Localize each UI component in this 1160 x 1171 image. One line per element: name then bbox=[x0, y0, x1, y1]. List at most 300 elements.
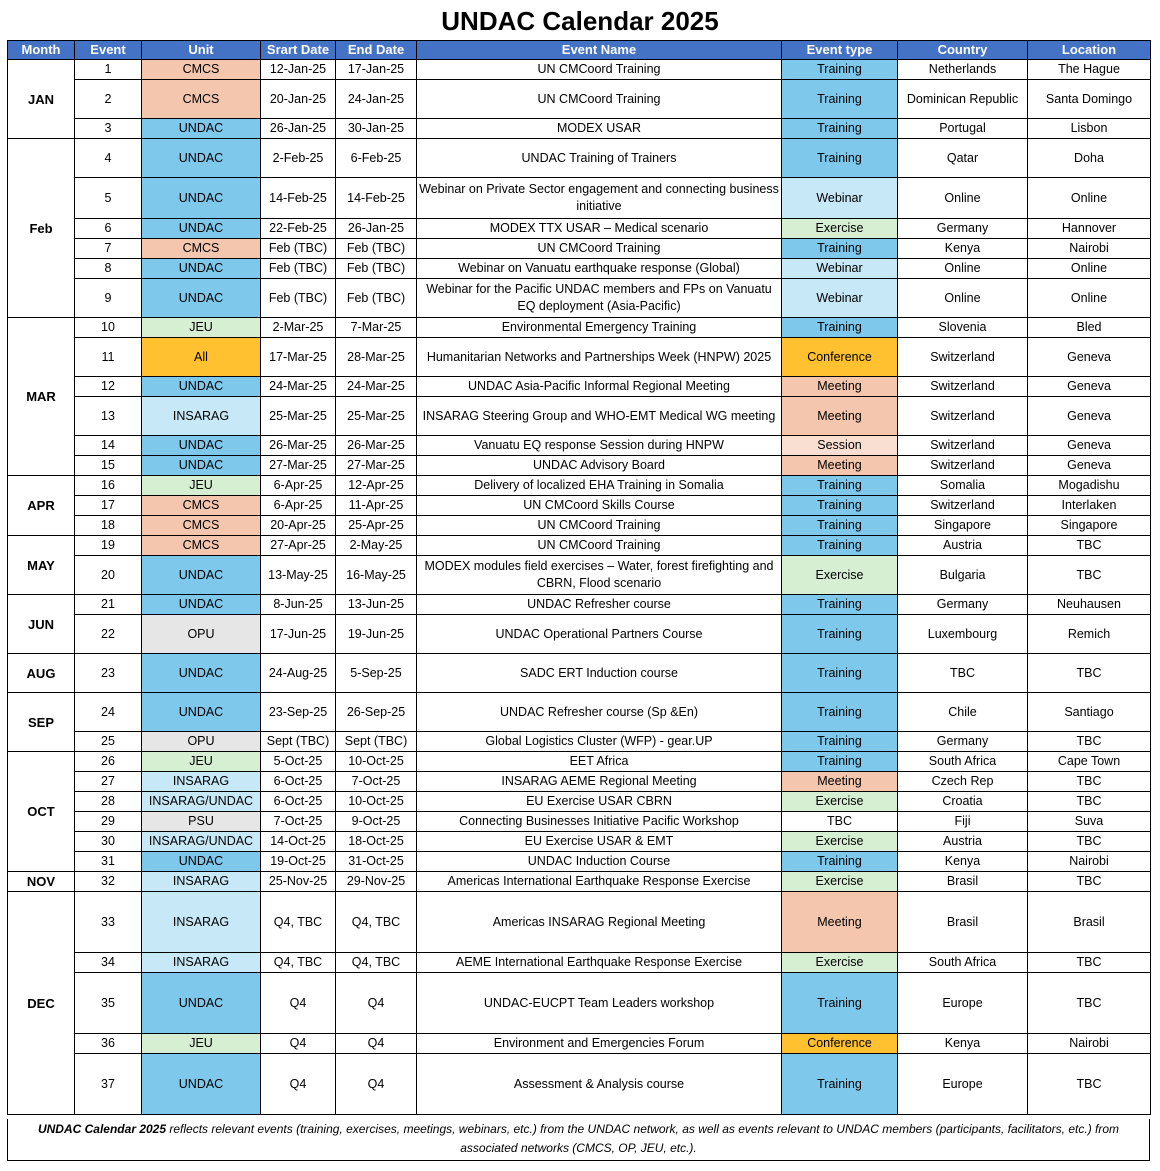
event-type-cell: Conference bbox=[782, 1034, 898, 1054]
country-cell: Portugal bbox=[898, 119, 1028, 139]
end-date-cell: 26-Mar-25 bbox=[336, 436, 417, 456]
event-name-cell: Delivery of localized EHA Training in Somalia bbox=[417, 476, 782, 496]
country-cell: Austria bbox=[898, 832, 1028, 852]
event-type-cell: Conference bbox=[782, 338, 898, 377]
event-number-cell: 2 bbox=[75, 80, 142, 119]
event-number-cell: 15 bbox=[75, 456, 142, 476]
location-cell: TBC bbox=[1028, 654, 1151, 693]
end-date-cell: 9-Oct-25 bbox=[336, 812, 417, 832]
event-name-cell: UN CMCoord Training bbox=[417, 60, 782, 80]
start-date-cell: 14-Feb-25 bbox=[261, 178, 336, 219]
location-cell: Brasil bbox=[1028, 892, 1151, 953]
unit-cell: UNDAC bbox=[142, 219, 261, 239]
end-date-cell: 25-Apr-25 bbox=[336, 516, 417, 536]
start-date-cell: Sept (TBC) bbox=[261, 732, 336, 752]
event-type-cell: Exercise bbox=[782, 872, 898, 892]
table-row bbox=[8, 80, 1151, 119]
table-row bbox=[8, 752, 1151, 772]
unit-cell: CMCS bbox=[142, 239, 261, 259]
country-cell: Czech Rep bbox=[898, 772, 1028, 792]
event-number-cell: 11 bbox=[75, 338, 142, 377]
end-date-cell: 19-Jun-25 bbox=[336, 615, 417, 654]
table-row bbox=[8, 852, 1151, 872]
country-cell: Luxembourg bbox=[898, 615, 1028, 654]
table-row bbox=[8, 1054, 1151, 1115]
start-date-cell: 20-Apr-25 bbox=[261, 516, 336, 536]
event-type-cell: Training bbox=[782, 973, 898, 1034]
event-name-cell: Environmental Emergency Training bbox=[417, 318, 782, 338]
event-number-cell: 33 bbox=[75, 892, 142, 953]
event-number-cell: 30 bbox=[75, 832, 142, 852]
country-cell: Somalia bbox=[898, 476, 1028, 496]
start-date-cell: Feb (TBC) bbox=[261, 239, 336, 259]
event-type-cell: Webinar bbox=[782, 279, 898, 318]
event-name-cell: UNDAC Operational Partners Course bbox=[417, 615, 782, 654]
start-date-cell: Q4, TBC bbox=[261, 892, 336, 953]
event-type-cell: Meeting bbox=[782, 397, 898, 436]
table-row bbox=[8, 377, 1151, 397]
month-cell: OCT bbox=[8, 752, 75, 872]
location-cell: Geneva bbox=[1028, 436, 1151, 456]
start-date-cell: 17-Jun-25 bbox=[261, 615, 336, 654]
event-name-cell: Environment and Emergencies Forum bbox=[417, 1034, 782, 1054]
unit-cell: CMCS bbox=[142, 60, 261, 80]
event-name-cell: SADC ERT Induction course bbox=[417, 654, 782, 693]
end-date-cell: 2-May-25 bbox=[336, 536, 417, 556]
unit-cell: JEU bbox=[142, 752, 261, 772]
end-date-cell: 7-Oct-25 bbox=[336, 772, 417, 792]
event-type-cell: Training bbox=[782, 496, 898, 516]
event-number-cell: 13 bbox=[75, 397, 142, 436]
event-number-cell: 9 bbox=[75, 279, 142, 318]
start-date-cell: Feb (TBC) bbox=[261, 259, 336, 279]
event-number-cell: 18 bbox=[75, 516, 142, 536]
event-name-cell: MODEX modules field exercises – Water, forest firefighting and CBRN, Flood scenario bbox=[417, 556, 782, 595]
month-cell: SEP bbox=[8, 693, 75, 752]
end-date-cell: 24-Mar-25 bbox=[336, 377, 417, 397]
table-row bbox=[8, 615, 1151, 654]
event-number-cell: 25 bbox=[75, 732, 142, 752]
country-cell: Singapore bbox=[898, 516, 1028, 536]
end-date-cell: Q4 bbox=[336, 1034, 417, 1054]
country-cell: Fiji bbox=[898, 812, 1028, 832]
country-cell: Europe bbox=[898, 973, 1028, 1034]
event-name-cell: MODEX TTX USAR – Medical scenario bbox=[417, 219, 782, 239]
location-cell: Doha bbox=[1028, 139, 1151, 178]
location-cell: Singapore bbox=[1028, 516, 1151, 536]
location-cell: Santa Domingo bbox=[1028, 80, 1151, 119]
col-header-start-date: Srart Date bbox=[261, 41, 336, 60]
month-cell: Feb bbox=[8, 139, 75, 318]
end-date-cell: 10-Oct-25 bbox=[336, 792, 417, 812]
country-cell: Online bbox=[898, 279, 1028, 318]
event-type-cell: Training bbox=[782, 239, 898, 259]
start-date-cell: 8-Jun-25 bbox=[261, 595, 336, 615]
country-cell: Online bbox=[898, 259, 1028, 279]
country-cell: Slovenia bbox=[898, 318, 1028, 338]
event-number-cell: 26 bbox=[75, 752, 142, 772]
table-row bbox=[8, 595, 1151, 615]
event-name-cell: UNDAC Refresher course bbox=[417, 595, 782, 615]
location-cell: TBC bbox=[1028, 772, 1151, 792]
end-date-cell: 28-Mar-25 bbox=[336, 338, 417, 377]
location-cell: Nairobi bbox=[1028, 239, 1151, 259]
table-row bbox=[8, 536, 1151, 556]
event-number-cell: 3 bbox=[75, 119, 142, 139]
location-cell: Santiago bbox=[1028, 693, 1151, 732]
unit-cell: INSARAG bbox=[142, 892, 261, 953]
event-number-cell: 27 bbox=[75, 772, 142, 792]
start-date-cell: 27-Apr-25 bbox=[261, 536, 336, 556]
end-date-cell: Q4 bbox=[336, 973, 417, 1034]
unit-cell: CMCS bbox=[142, 80, 261, 119]
unit-cell: CMCS bbox=[142, 516, 261, 536]
event-type-cell: Training bbox=[782, 119, 898, 139]
table-row bbox=[8, 496, 1151, 516]
country-cell: Switzerland bbox=[898, 456, 1028, 476]
table-row bbox=[8, 259, 1151, 279]
event-name-cell: EU Exercise USAR & EMT bbox=[417, 832, 782, 852]
table-row bbox=[8, 338, 1151, 377]
country-cell: Kenya bbox=[898, 852, 1028, 872]
event-number-cell: 7 bbox=[75, 239, 142, 259]
event-number-cell: 24 bbox=[75, 693, 142, 732]
unit-cell: UNDAC bbox=[142, 436, 261, 456]
start-date-cell: 2-Mar-25 bbox=[261, 318, 336, 338]
table-row bbox=[8, 178, 1151, 219]
end-date-cell: 7-Mar-25 bbox=[336, 318, 417, 338]
event-name-cell: UNDAC Training of Trainers bbox=[417, 139, 782, 178]
end-date-cell: 6-Feb-25 bbox=[336, 139, 417, 178]
start-date-cell: Q4 bbox=[261, 1034, 336, 1054]
location-cell: TBC bbox=[1028, 1054, 1151, 1115]
table-row bbox=[8, 239, 1151, 259]
end-date-cell: 18-Oct-25 bbox=[336, 832, 417, 852]
location-cell: Remich bbox=[1028, 615, 1151, 654]
end-date-cell: Q4 bbox=[336, 1054, 417, 1115]
location-cell: TBC bbox=[1028, 973, 1151, 1034]
end-date-cell: 14-Feb-25 bbox=[336, 178, 417, 219]
unit-cell: UNDAC bbox=[142, 279, 261, 318]
table-row bbox=[8, 436, 1151, 456]
event-name-cell: UN CMCoord Skills Course bbox=[417, 496, 782, 516]
country-cell: Germany bbox=[898, 219, 1028, 239]
event-type-cell: Meeting bbox=[782, 772, 898, 792]
unit-cell: INSARAG/UNDAC bbox=[142, 792, 261, 812]
table-row bbox=[8, 892, 1151, 953]
event-name-cell: Assessment & Analysis course bbox=[417, 1054, 782, 1115]
event-number-cell: 4 bbox=[75, 139, 142, 178]
unit-cell: All bbox=[142, 338, 261, 377]
end-date-cell: 12-Apr-25 bbox=[336, 476, 417, 496]
country-cell: Qatar bbox=[898, 139, 1028, 178]
location-cell: Geneva bbox=[1028, 397, 1151, 436]
event-type-cell: Training bbox=[782, 1054, 898, 1115]
event-name-cell: INSARAG Steering Group and WHO-EMT Medical WG meeting bbox=[417, 397, 782, 436]
table-row bbox=[8, 556, 1151, 595]
event-number-cell: 17 bbox=[75, 496, 142, 516]
event-type-cell: Meeting bbox=[782, 377, 898, 397]
location-cell: The Hague bbox=[1028, 60, 1151, 80]
event-type-cell: Training bbox=[782, 615, 898, 654]
event-name-cell: UN CMCoord Training bbox=[417, 536, 782, 556]
table-row bbox=[8, 119, 1151, 139]
event-number-cell: 20 bbox=[75, 556, 142, 595]
event-name-cell: EU Exercise USAR CBRN bbox=[417, 792, 782, 812]
unit-cell: UNDAC bbox=[142, 139, 261, 178]
location-cell: Mogadishu bbox=[1028, 476, 1151, 496]
country-cell: Germany bbox=[898, 595, 1028, 615]
location-cell: TBC bbox=[1028, 556, 1151, 595]
end-date-cell: Q4, TBC bbox=[336, 953, 417, 973]
col-header-event-name: Event Name bbox=[417, 41, 782, 60]
table-row bbox=[8, 872, 1151, 892]
country-cell: TBC bbox=[898, 654, 1028, 693]
event-name-cell: UN CMCoord Training bbox=[417, 239, 782, 259]
country-cell: Switzerland bbox=[898, 496, 1028, 516]
start-date-cell: Feb (TBC) bbox=[261, 279, 336, 318]
event-number-cell: 14 bbox=[75, 436, 142, 456]
event-type-cell: Exercise bbox=[782, 219, 898, 239]
unit-cell: JEU bbox=[142, 476, 261, 496]
event-name-cell: AEME International Earthquake Response Exercise bbox=[417, 953, 782, 973]
table-row bbox=[8, 318, 1151, 338]
event-number-cell: 35 bbox=[75, 973, 142, 1034]
start-date-cell: 5-Oct-25 bbox=[261, 752, 336, 772]
country-cell: Dominican Republic bbox=[898, 80, 1028, 119]
table-row bbox=[8, 516, 1151, 536]
event-number-cell: 6 bbox=[75, 219, 142, 239]
unit-cell: CMCS bbox=[142, 496, 261, 516]
unit-cell: INSARAG bbox=[142, 772, 261, 792]
start-date-cell: 19-Oct-25 bbox=[261, 852, 336, 872]
start-date-cell: 23-Sep-25 bbox=[261, 693, 336, 732]
start-date-cell: Q4, TBC bbox=[261, 953, 336, 973]
event-name-cell: Webinar on Vanuatu earthquake response (Global) bbox=[417, 259, 782, 279]
unit-cell: CMCS bbox=[142, 536, 261, 556]
start-date-cell: 2-Feb-25 bbox=[261, 139, 336, 178]
event-type-cell: Exercise bbox=[782, 556, 898, 595]
event-number-cell: 22 bbox=[75, 615, 142, 654]
event-number-cell: 19 bbox=[75, 536, 142, 556]
event-name-cell: UNDAC Induction Course bbox=[417, 852, 782, 872]
event-type-cell: Training bbox=[782, 732, 898, 752]
unit-cell: UNDAC bbox=[142, 556, 261, 595]
event-number-cell: 29 bbox=[75, 812, 142, 832]
col-header-end-date: End Date bbox=[336, 41, 417, 60]
end-date-cell: 13-Jun-25 bbox=[336, 595, 417, 615]
event-number-cell: 31 bbox=[75, 852, 142, 872]
col-header-country: Country bbox=[898, 41, 1028, 60]
start-date-cell: 6-Apr-25 bbox=[261, 496, 336, 516]
location-cell: Nairobi bbox=[1028, 1034, 1151, 1054]
unit-cell: UNDAC bbox=[142, 377, 261, 397]
event-number-cell: 1 bbox=[75, 60, 142, 80]
country-cell: Netherlands bbox=[898, 60, 1028, 80]
location-cell: Nairobi bbox=[1028, 852, 1151, 872]
event-type-cell: Training bbox=[782, 139, 898, 178]
country-cell: Bulgaria bbox=[898, 556, 1028, 595]
location-cell: Suva bbox=[1028, 812, 1151, 832]
col-header-location: Location bbox=[1028, 41, 1151, 60]
table-row bbox=[8, 279, 1151, 318]
event-type-cell: Exercise bbox=[782, 832, 898, 852]
event-type-cell: Exercise bbox=[782, 953, 898, 973]
month-cell: NOV bbox=[8, 872, 75, 892]
event-name-cell: Webinar for the Pacific UNDAC members and FPs on Vanuatu EQ deployment (Asia-Pacific) bbox=[417, 279, 782, 318]
country-cell: Switzerland bbox=[898, 397, 1028, 436]
event-name-cell: UNDAC-EUCPT Team Leaders workshop bbox=[417, 973, 782, 1034]
event-number-cell: 28 bbox=[75, 792, 142, 812]
event-type-cell: Webinar bbox=[782, 259, 898, 279]
location-cell: Hannover bbox=[1028, 219, 1151, 239]
end-date-cell: 16-May-25 bbox=[336, 556, 417, 595]
end-date-cell: Feb (TBC) bbox=[336, 279, 417, 318]
table-row bbox=[8, 832, 1151, 852]
table-row bbox=[8, 654, 1151, 693]
event-type-cell: Training bbox=[782, 595, 898, 615]
location-cell: TBC bbox=[1028, 536, 1151, 556]
event-type-cell: Training bbox=[782, 693, 898, 732]
event-type-cell: Training bbox=[782, 536, 898, 556]
end-date-cell: Q4, TBC bbox=[336, 892, 417, 953]
start-date-cell: 13-May-25 bbox=[261, 556, 336, 595]
unit-cell: INSARAG/UNDAC bbox=[142, 832, 261, 852]
event-type-cell: Training bbox=[782, 516, 898, 536]
event-type-cell: Exercise bbox=[782, 792, 898, 812]
month-cell: AUG bbox=[8, 654, 75, 693]
table-row bbox=[8, 456, 1151, 476]
location-cell: TBC bbox=[1028, 732, 1151, 752]
footnote-bold: UNDAC Calendar 2025 bbox=[37, 1122, 167, 1136]
event-type-cell: Training bbox=[782, 60, 898, 80]
event-type-cell: Webinar bbox=[782, 178, 898, 219]
country-cell: Croatia bbox=[898, 792, 1028, 812]
end-date-cell: 27-Mar-25 bbox=[336, 456, 417, 476]
country-cell: Brasil bbox=[898, 892, 1028, 953]
event-type-cell: Meeting bbox=[782, 892, 898, 953]
table-row bbox=[8, 732, 1151, 752]
end-date-cell: 5-Sep-25 bbox=[336, 654, 417, 693]
end-date-cell: 24-Jan-25 bbox=[336, 80, 417, 119]
start-date-cell: 7-Oct-25 bbox=[261, 812, 336, 832]
month-cell: JAN bbox=[8, 60, 75, 139]
location-cell: TBC bbox=[1028, 792, 1151, 812]
table-row bbox=[8, 693, 1151, 732]
end-date-cell: Feb (TBC) bbox=[336, 239, 417, 259]
page-title: UNDAC Calendar 2025 bbox=[441, 6, 719, 36]
unit-cell: OPU bbox=[142, 732, 261, 752]
event-number-cell: 12 bbox=[75, 377, 142, 397]
end-date-cell: 10-Oct-25 bbox=[336, 752, 417, 772]
start-date-cell: Q4 bbox=[261, 1054, 336, 1115]
start-date-cell: 26-Jan-25 bbox=[261, 119, 336, 139]
month-cell: DEC bbox=[8, 892, 75, 1115]
location-cell: TBC bbox=[1028, 832, 1151, 852]
event-name-cell: UN CMCoord Training bbox=[417, 516, 782, 536]
event-name-cell: Vanuatu EQ response Session during HNPW bbox=[417, 436, 782, 456]
country-cell: Kenya bbox=[898, 1034, 1028, 1054]
start-date-cell: 26-Mar-25 bbox=[261, 436, 336, 456]
start-date-cell: 6-Apr-25 bbox=[261, 476, 336, 496]
start-date-cell: 6-Oct-25 bbox=[261, 772, 336, 792]
country-cell: Switzerland bbox=[898, 436, 1028, 456]
start-date-cell: 6-Oct-25 bbox=[261, 792, 336, 812]
month-cell: APR bbox=[8, 476, 75, 536]
unit-cell: UNDAC bbox=[142, 119, 261, 139]
event-number-cell: 32 bbox=[75, 872, 142, 892]
end-date-cell: 26-Jan-25 bbox=[336, 219, 417, 239]
event-type-cell: Session bbox=[782, 436, 898, 456]
table-row bbox=[8, 397, 1151, 436]
end-date-cell: 26-Sep-25 bbox=[336, 693, 417, 732]
start-date-cell: 22-Feb-25 bbox=[261, 219, 336, 239]
col-header-event: Event bbox=[75, 41, 142, 60]
table-row bbox=[8, 139, 1151, 178]
event-name-cell: UNDAC Asia-Pacific Informal Regional Meeting bbox=[417, 377, 782, 397]
location-cell: Bled bbox=[1028, 318, 1151, 338]
start-date-cell: 24-Mar-25 bbox=[261, 377, 336, 397]
unit-cell: OPU bbox=[142, 615, 261, 654]
event-name-cell: Americas INSARAG Regional Meeting bbox=[417, 892, 782, 953]
month-cell: JUN bbox=[8, 595, 75, 654]
country-cell: Germany bbox=[898, 732, 1028, 752]
event-name-cell: INSARAG AEME Regional Meeting bbox=[417, 772, 782, 792]
event-name-cell: Global Logistics Cluster (WFP) - gear.UP bbox=[417, 732, 782, 752]
col-header-month: Month bbox=[8, 41, 75, 60]
event-name-cell: Humanitarian Networks and Partnerships Week (HNPW) 2025 bbox=[417, 338, 782, 377]
table-row bbox=[8, 219, 1151, 239]
unit-cell: UNDAC bbox=[142, 595, 261, 615]
start-date-cell: Q4 bbox=[261, 973, 336, 1034]
unit-cell: JEU bbox=[142, 318, 261, 338]
event-name-cell: UNDAC Refresher course (Sp &En) bbox=[417, 693, 782, 732]
event-name-cell: UNDAC Advisory Board bbox=[417, 456, 782, 476]
country-cell: Online bbox=[898, 178, 1028, 219]
event-number-cell: 37 bbox=[75, 1054, 142, 1115]
location-cell: TBC bbox=[1028, 872, 1151, 892]
event-type-cell: Training bbox=[782, 654, 898, 693]
event-number-cell: 8 bbox=[75, 259, 142, 279]
location-cell: Neuhausen bbox=[1028, 595, 1151, 615]
start-date-cell: 24-Aug-25 bbox=[261, 654, 336, 693]
country-cell: Europe bbox=[898, 1054, 1028, 1115]
end-date-cell: 17-Jan-25 bbox=[336, 60, 417, 80]
location-cell: Online bbox=[1028, 178, 1151, 219]
calendar-table bbox=[7, 40, 1151, 1115]
location-cell: Geneva bbox=[1028, 338, 1151, 377]
event-type-cell: Training bbox=[782, 80, 898, 119]
header-row bbox=[8, 41, 1151, 60]
country-cell: Switzerland bbox=[898, 338, 1028, 377]
unit-cell: INSARAG bbox=[142, 872, 261, 892]
location-cell: Online bbox=[1028, 279, 1151, 318]
unit-cell: UNDAC bbox=[142, 973, 261, 1034]
event-name-cell: Webinar on Private Sector engagement and connecting business initiative bbox=[417, 178, 782, 219]
unit-cell: UNDAC bbox=[142, 259, 261, 279]
event-number-cell: 34 bbox=[75, 953, 142, 973]
start-date-cell: 20-Jan-25 bbox=[261, 80, 336, 119]
event-type-cell: TBC bbox=[782, 812, 898, 832]
table-row bbox=[8, 1034, 1151, 1054]
table-row bbox=[8, 953, 1151, 973]
table-row bbox=[8, 812, 1151, 832]
location-cell: Online bbox=[1028, 259, 1151, 279]
location-cell: Geneva bbox=[1028, 377, 1151, 397]
event-name-cell: MODEX USAR bbox=[417, 119, 782, 139]
table-row bbox=[8, 60, 1151, 80]
event-number-cell: 21 bbox=[75, 595, 142, 615]
